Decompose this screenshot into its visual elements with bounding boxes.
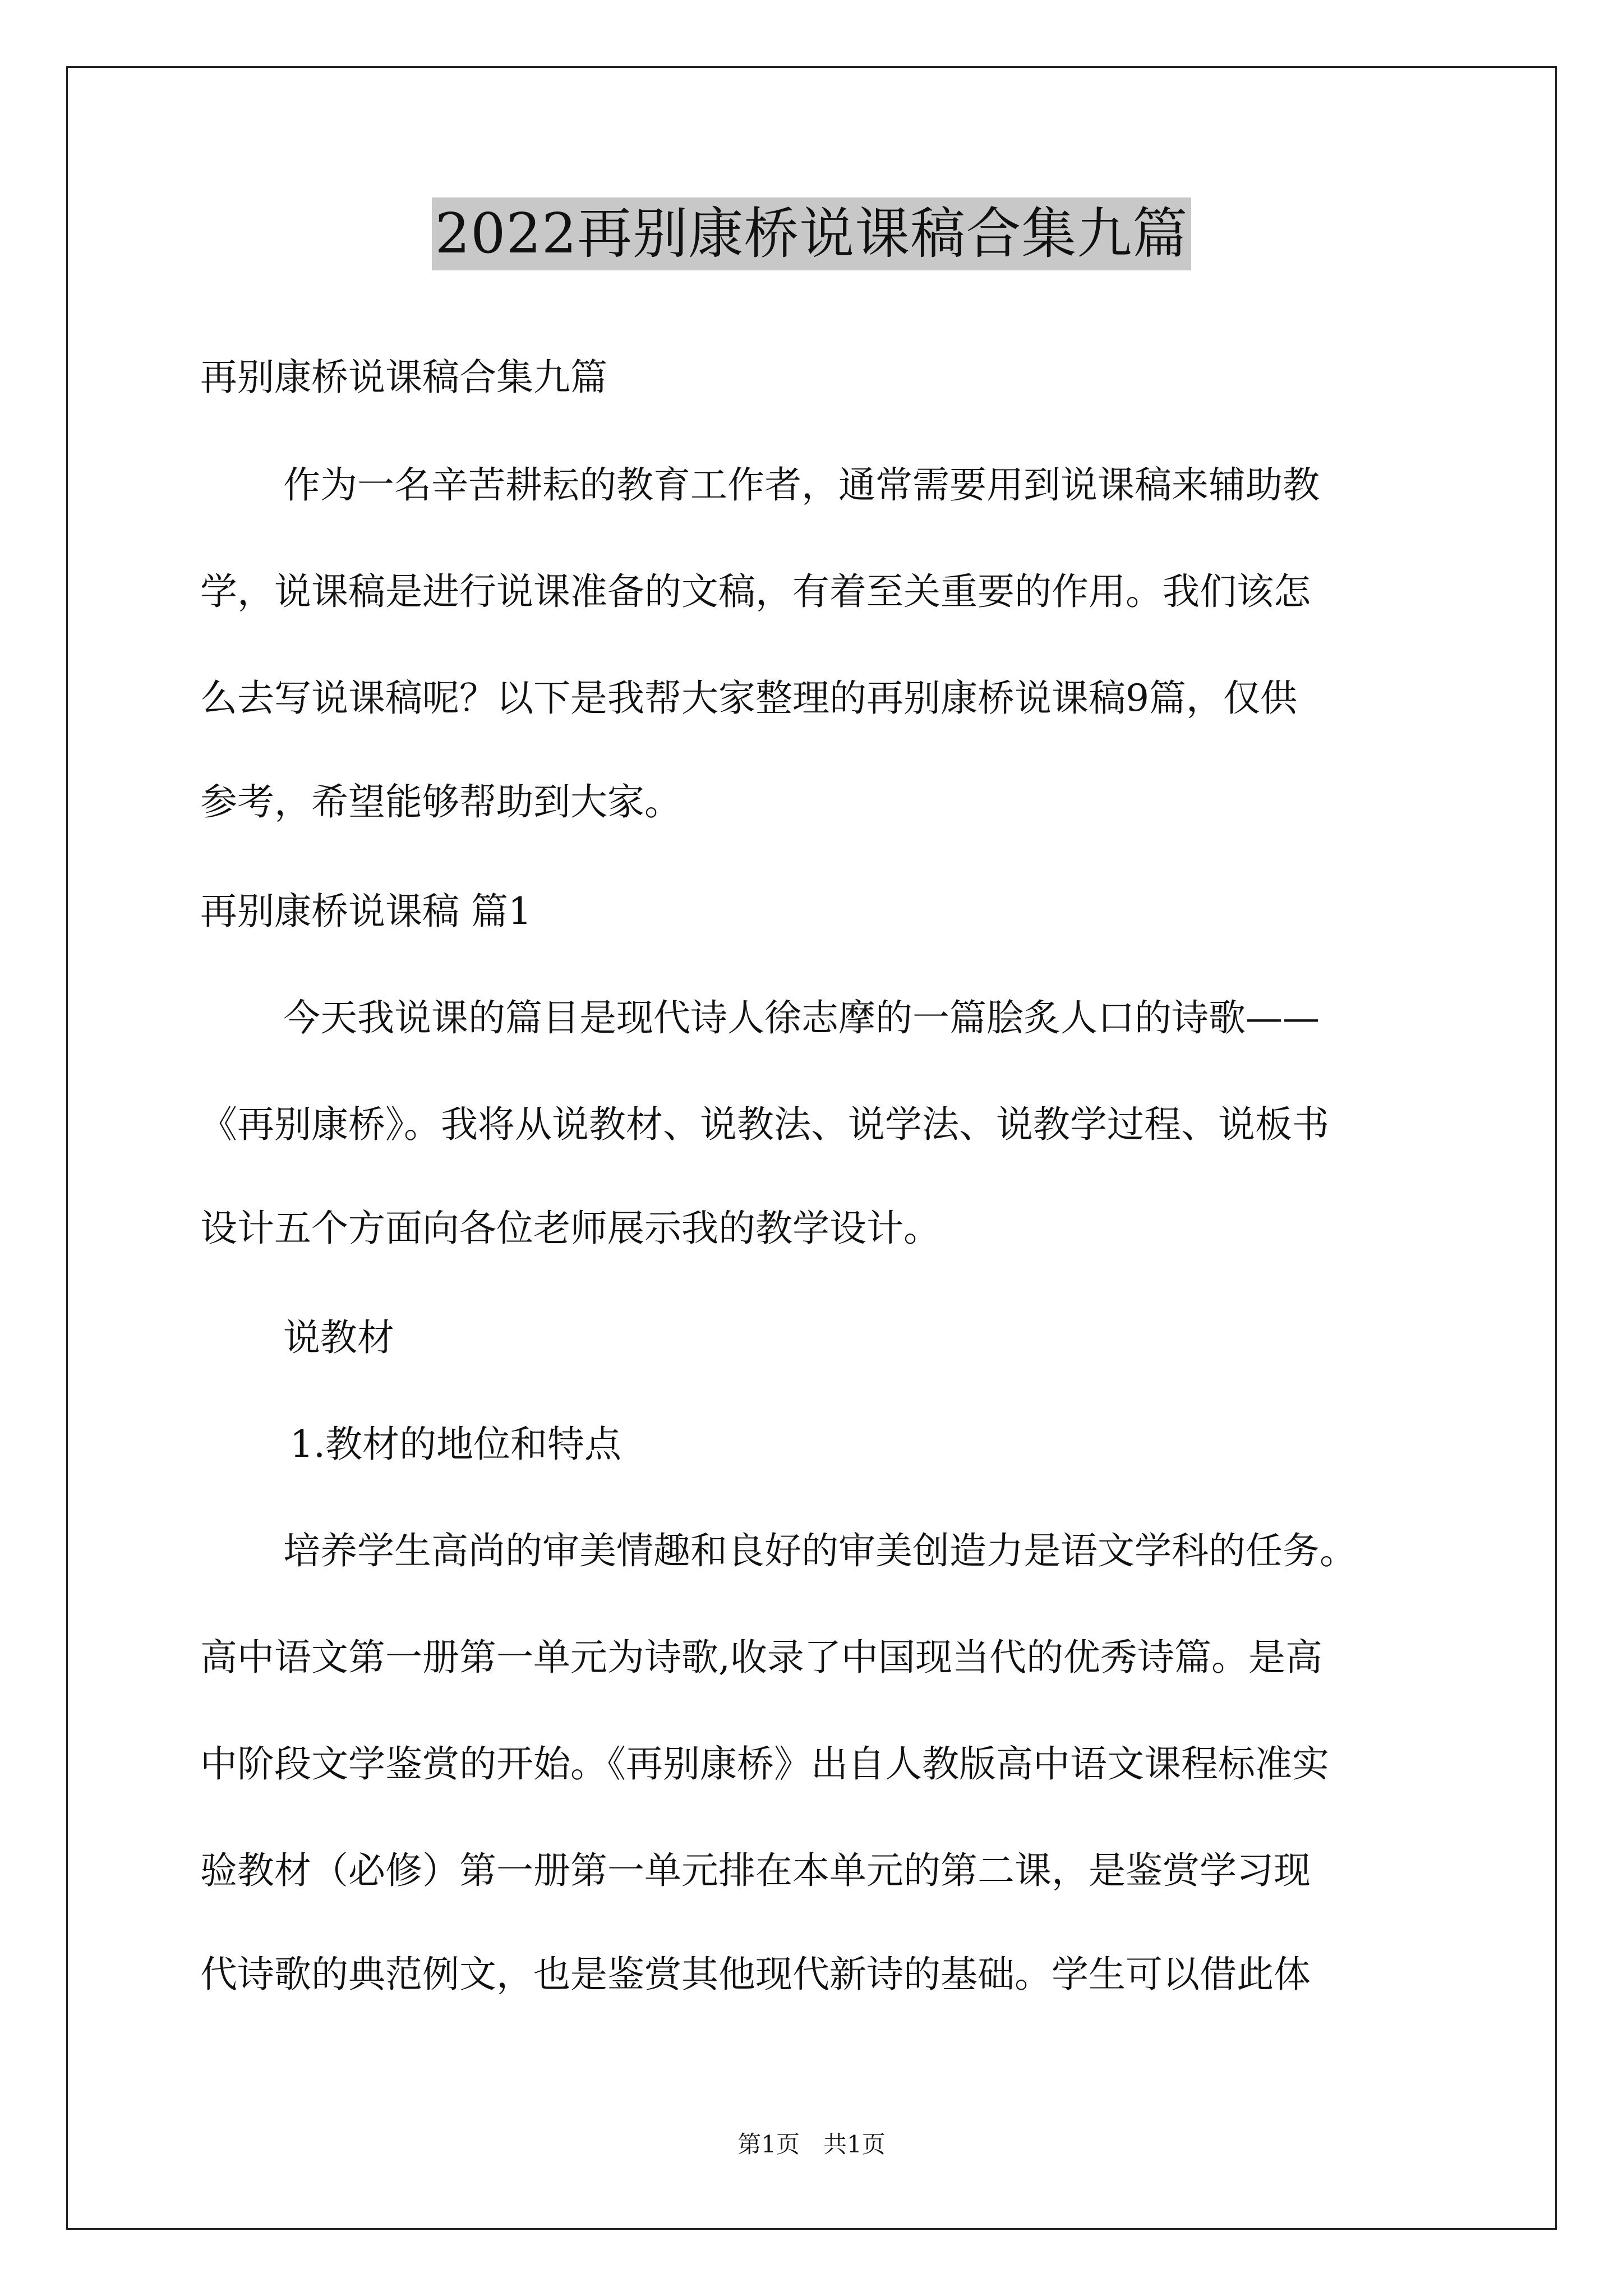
numbered-heading: 1.教材的地位和特点 — [290, 1423, 621, 1466]
body-line: 设计五个方面向各位老师展示我的教学设计。 — [200, 1207, 940, 1250]
title-container — [0, 197, 1623, 270]
body-line: 高中语文第一册第一单元为诗歌,收录了中国现当代的优秀诗篇。是高 — [200, 1636, 1322, 1679]
body-line: 学，说课稿是进行说课准备的文稿，有着至关重要的作用。我们该怎 — [200, 570, 1311, 613]
body-line: 作为一名辛苦耕耘的教育工作者，通常需要用到说课稿来辅助教 — [283, 463, 1320, 507]
body-line: 《再别康桥》。我将从说教材、说教法、说学法、说教学过程、说板书 — [200, 1103, 1329, 1146]
body-line: 今天我说课的篇目是现代诗人徐志摩的一篇脍炙人口的诗歌—— — [283, 996, 1320, 1039]
body-line: 代诗歌的典范例文，也是鉴赏其他现代新诗的基础。学生可以借此体 — [200, 1953, 1311, 1996]
document-title: 2022再别康桥说课稿合集九篇 — [432, 197, 1191, 270]
subsection-heading: 说教材 — [283, 1316, 394, 1359]
body-line: 验教材（必修）第一册第一单元排在本单元的第二课，是鉴赏学习现 — [200, 1849, 1311, 1892]
page-footer: 第1页 共1页 — [737, 2131, 886, 2158]
body-line: 培养学生高尚的审美情趣和良好的审美创造力是语文学科的任务。 — [283, 1529, 1357, 1572]
body-line: 参考，希望能够帮助到大家。 — [200, 780, 681, 823]
subtitle-line: 再别康桥说课稿合集九篇 — [200, 356, 607, 399]
body-line: 中阶段文学鉴赏的开始。《再别康桥》出自人教版高中语文课程标准实 — [200, 1742, 1329, 1786]
body-line: 么去写说课稿呢？以下是我帮大家整理的再别康桥说课稿9篇，仅供 — [200, 677, 1297, 720]
section-heading: 再别康桥说课稿 篇1 — [200, 890, 532, 933]
